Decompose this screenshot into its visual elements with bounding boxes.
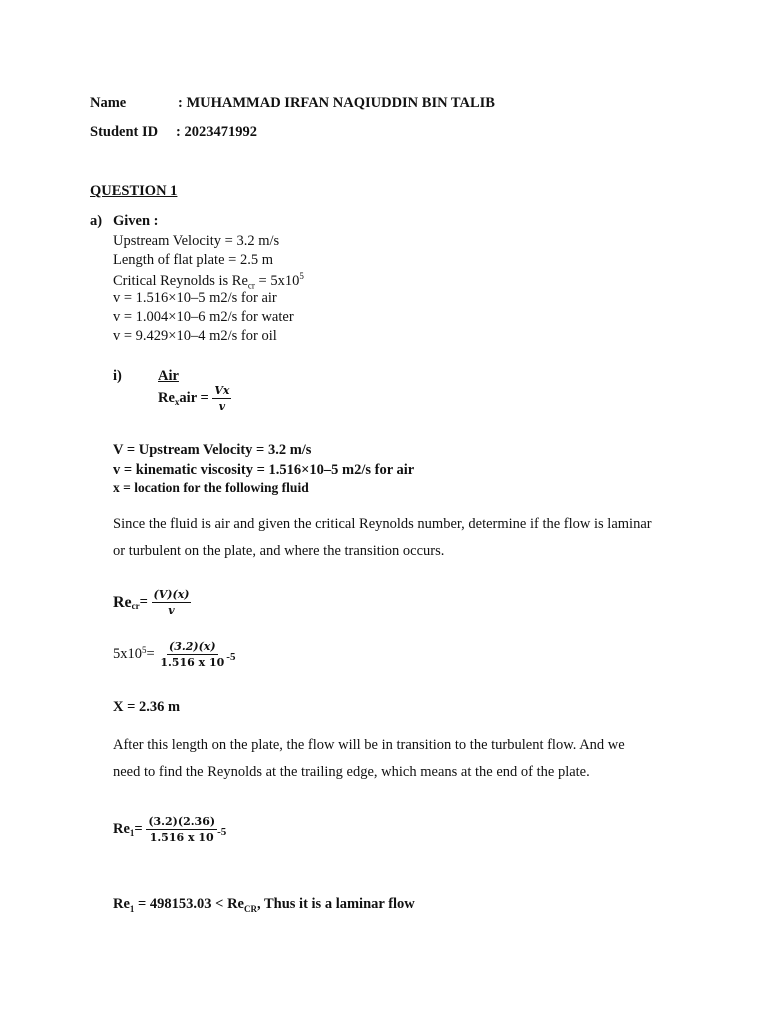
subpart-title: Air [158, 368, 179, 384]
name-value: : MUHAMMAD IRFAN NAQIUDDIN BIN TALIB [178, 95, 495, 111]
paragraph-1-line-1: Since the fluid is air and given the critical Reynolds number, determine if the flow is laminar [113, 516, 652, 532]
re1-equation: Re $_1$ = $\frac{(3.2)(2.36)}{1.516 x 10}$ -5 [113, 815, 227, 844]
substitution-numerator: (3.2)(x) [169, 640, 216, 653]
given-length: Length of flat plate = 2.5 m [113, 252, 273, 268]
paragraph-2-line-1: After this length on the plate, the flow will be in transition to the turbulent flow. And we [113, 737, 625, 753]
given-velocity: Upstream Velocity = 3.2 m/s [113, 233, 280, 249]
recr-numerator: (V)(x) [153, 588, 190, 601]
given-viscosity-oil: v = 9.429×10–4 m2/s for oil [113, 328, 277, 344]
re1-numerator: (3.2)(2.36) [148, 815, 216, 828]
student-id-label: Student ID [90, 124, 159, 140]
paragraph-1-line-2: or turbulent on the plate, and where the transition occurs. [113, 543, 445, 559]
given-label: Given : [113, 213, 159, 229]
substitution-denominator: 1.516 x 10 [160, 656, 225, 669]
student-id-value: : 2023471992 [176, 124, 257, 140]
subpart-label: i) [113, 368, 122, 384]
final-result: $Re_1 = 498153.03 < Re_{CR}$, Thus it is a laminar flow [113, 896, 415, 914]
given-critical-reynolds: Critical Reynolds is $Re_{cr} = 5x10^5$ [113, 271, 304, 291]
given-viscosity-air: v = 1.516×10–5 m2/s for air [113, 290, 277, 306]
name-label: Name [90, 95, 127, 111]
definition-viscosity: v = kinematic viscosity = 1.516×10–5 m2/s for air [113, 462, 415, 478]
question-title: QUESTION 1 [90, 183, 178, 199]
rex-numerator: Vx [214, 384, 230, 397]
recr-denominator: v [168, 604, 175, 617]
re1-denominator: 1.516 x 10 [149, 831, 214, 844]
result-x: X = 2.36 m [113, 699, 181, 715]
rex-formula: Re $_x$ air = $\frac{Vx}{v}$ [158, 384, 230, 413]
substitution-equation: 5x10 $^5$ = $\frac{(3.2)(x)}{1.516 x 10}$ -5 [113, 640, 236, 669]
recr-equation: Re $_{cr}$ = $\frac{(V)(x)}{v}$ [113, 588, 190, 617]
paragraph-2-line-2: need to find the Reynolds at the trailing edge, which means at the end of the plate. [113, 764, 590, 780]
definition-velocity: V = Upstream Velocity = 3.2 m/s [113, 442, 312, 458]
part-label: a) [90, 213, 103, 229]
rex-denominator: v [218, 400, 226, 413]
definition-location: x = location for the following fluid [113, 480, 309, 495]
given-viscosity-water: v = 1.004×10–6 m2/s for water [113, 309, 294, 325]
